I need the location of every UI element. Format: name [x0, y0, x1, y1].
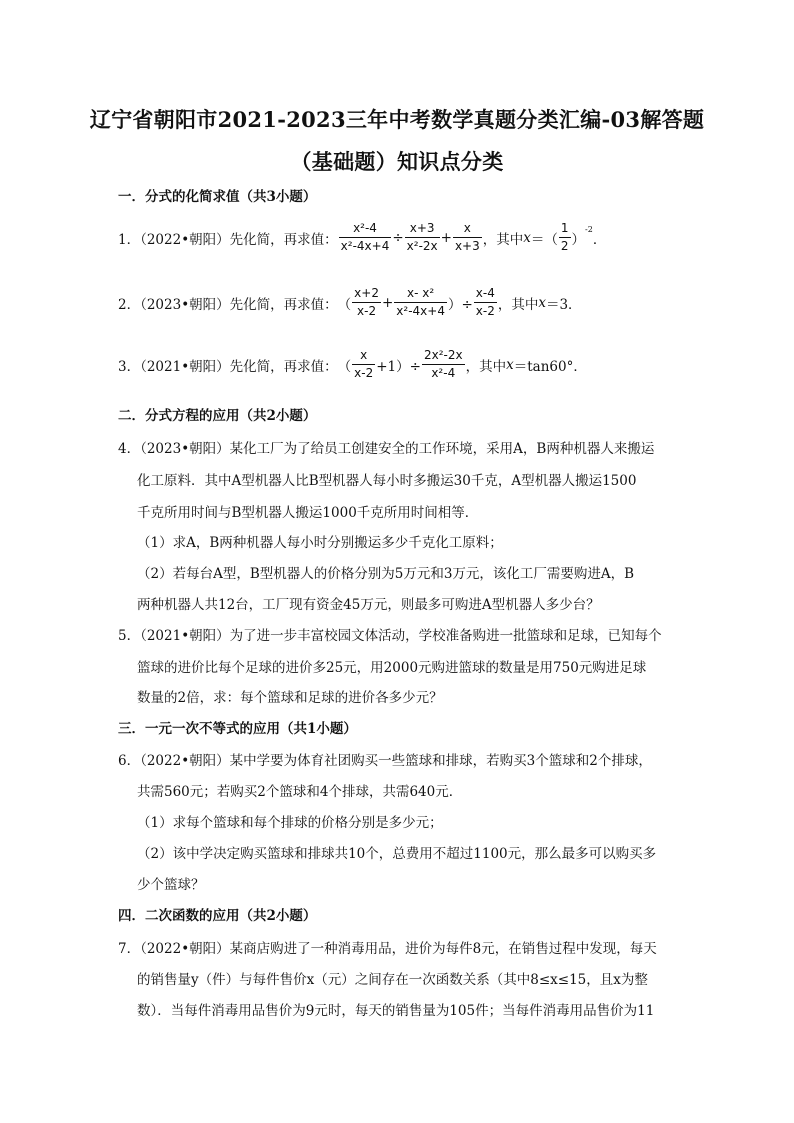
question-5-line-3: 数量的2倍，求：每个篮球和足球的进价各多少元？ [137, 690, 443, 706]
q3-condition-text: ，其中 [465, 358, 507, 375]
question-6-line-1: 6．（2022•朝阳）某中学要为体育社团购买一些篮球和排球，若购买3个篮球和2个排球， [118, 753, 652, 769]
q1-period: ． [592, 231, 607, 248]
question-4-line-5: （2）若每台A型，B型机器人的价格分别为5万元和3万元，该化工厂需要购进A，B [137, 566, 635, 582]
q2-fraction-1: $\frac{x+2}{x-2}$ [354, 286, 379, 318]
q1-fraction-1: $\frac{\text{x²-4}}{\text{x²-4x+4}}$ [340, 221, 390, 253]
q1-condition-text: ，其中 [482, 231, 524, 248]
section-heading-2: 二．分式方程的应用（共2小题） [118, 408, 317, 424]
question-4-line-6: 两种机器人共12台，工厂现有资金45万元，则最多可购进A型机器人多少台？ [137, 597, 600, 613]
question-7-line-1: 7．（2022•朝阳）某商店购进了一种消毒用品，进价为每件8元，在销售过程中发现，每天 [118, 941, 657, 957]
q1-divide-sign: ÷ [392, 229, 404, 246]
question-6-line-5: 少个篮球？ [137, 877, 205, 893]
q2-variable: x [538, 294, 546, 311]
question-3-prefix: 3．（2021•朝阳）先化简，再求值： [118, 358, 338, 375]
q3-plus-one-divide: +1）÷ [376, 358, 421, 375]
q3-fraction-2: $\frac{\text{2x²-2x}}{\text{x²-4}}$ [423, 348, 463, 380]
section-heading-1: 一．分式的化简求值（共3小题） [118, 189, 317, 205]
question-6-line-2: 共需560元；若购买2个篮球和4个排球，共需640元． [137, 784, 463, 800]
q3-variable: x [506, 356, 514, 373]
question-7-line-3: 数）．当每件消毒用品售价为9元时，每天的销售量为105件；当每件消毒用品售价为11 [137, 1003, 655, 1019]
q1-plus-sign: + [440, 229, 452, 246]
q3-fraction-1: $\frac{x}{x-2}$ [354, 348, 374, 380]
q2-condition-text: ，其中 [497, 296, 539, 313]
q2-plus-sign: + [381, 294, 394, 311]
q1-close-paren: ） [571, 231, 586, 248]
q1-exponent: -2 [585, 225, 593, 234]
question-4-line-2: 化工原料．其中A型机器人比B型机器人每小时多搬运30千克，A型机器人搬运1500 [137, 473, 637, 489]
q1-variable: x [523, 229, 531, 246]
q2-open-paren: （ [337, 296, 352, 313]
section-heading-3: 三．一元一次不等式的应用（共1小题） [118, 721, 357, 737]
q2-fraction-2: $\frac{\text{x- x²}}{\text{x²-4x+4}}$ [396, 286, 445, 318]
question-3 [118, 347, 587, 382]
question-4-line-4: （1）求A，B两种机器人每小时分别搬运多少千克化工原料； [137, 535, 503, 551]
question-2-prefix: 2．（2023•朝阳）先化简，再求值： [118, 296, 338, 313]
doc-title-line-2: （基础题）知识点分类 [290, 149, 504, 174]
question-5-line-2: 篮球的进价比每个足球的进价多25元，用2000元购进篮球的数量是用750元购进足球 [137, 660, 647, 676]
question-1 [118, 220, 606, 255]
question-4-line-3: 千克所用时间与B型机器人搬运1000千克所用时间相等． [137, 505, 479, 521]
q1-equals: ＝（ [530, 231, 558, 248]
question-6-line-4: （2）该中学决定购买篮球和排球共10个，总费用不超过1100元，那么最多可以购买多 [137, 846, 657, 862]
question-1-prefix: 1．（2022•朝阳）先化简，再求值： [118, 231, 338, 248]
question-2 [118, 285, 582, 320]
section-heading-4: 四．二次函数的应用（共2小题） [118, 908, 317, 924]
q2-close-paren-divide: ）÷ [447, 296, 473, 313]
question-6-line-3: （1）求每个篮球和每个排球的价格分别是多少元； [137, 815, 443, 831]
q3-open-paren: （ [337, 358, 352, 375]
question-5-line-1: 5．（2021•朝阳）为了进一步丰富校园文体活动，学校准备购进一批篮球和足球，已知每个 [118, 628, 662, 644]
doc-title-line-1: 辽宁省朝阳市2021-2023三年中考数学真题分类汇编-03解答题 [89, 107, 705, 132]
q2-value: ＝3． [545, 296, 582, 313]
q1-fraction-2: $\frac{x+3}{\text{x²-2x}}$ [406, 221, 438, 253]
question-4-line-1: 4．（2023•朝阳）某化工厂为了给员工创建安全的工作环境，采用A，B两种机器人来搬运 [118, 441, 655, 457]
q2-fraction-3: $\frac{x-4}{x-2}$ [475, 286, 495, 318]
q3-value: ＝tan60°． [513, 358, 587, 375]
q1-fraction-half: $\frac{1}{2}$ [560, 221, 569, 253]
question-7-line-2: 的销售量y（件）与每件售价x（元）之间存在一次函数关系（其中8≤x≤15，且x为整 [137, 972, 648, 988]
q1-fraction-3: $\frac{x}{x+3}$ [454, 221, 480, 253]
